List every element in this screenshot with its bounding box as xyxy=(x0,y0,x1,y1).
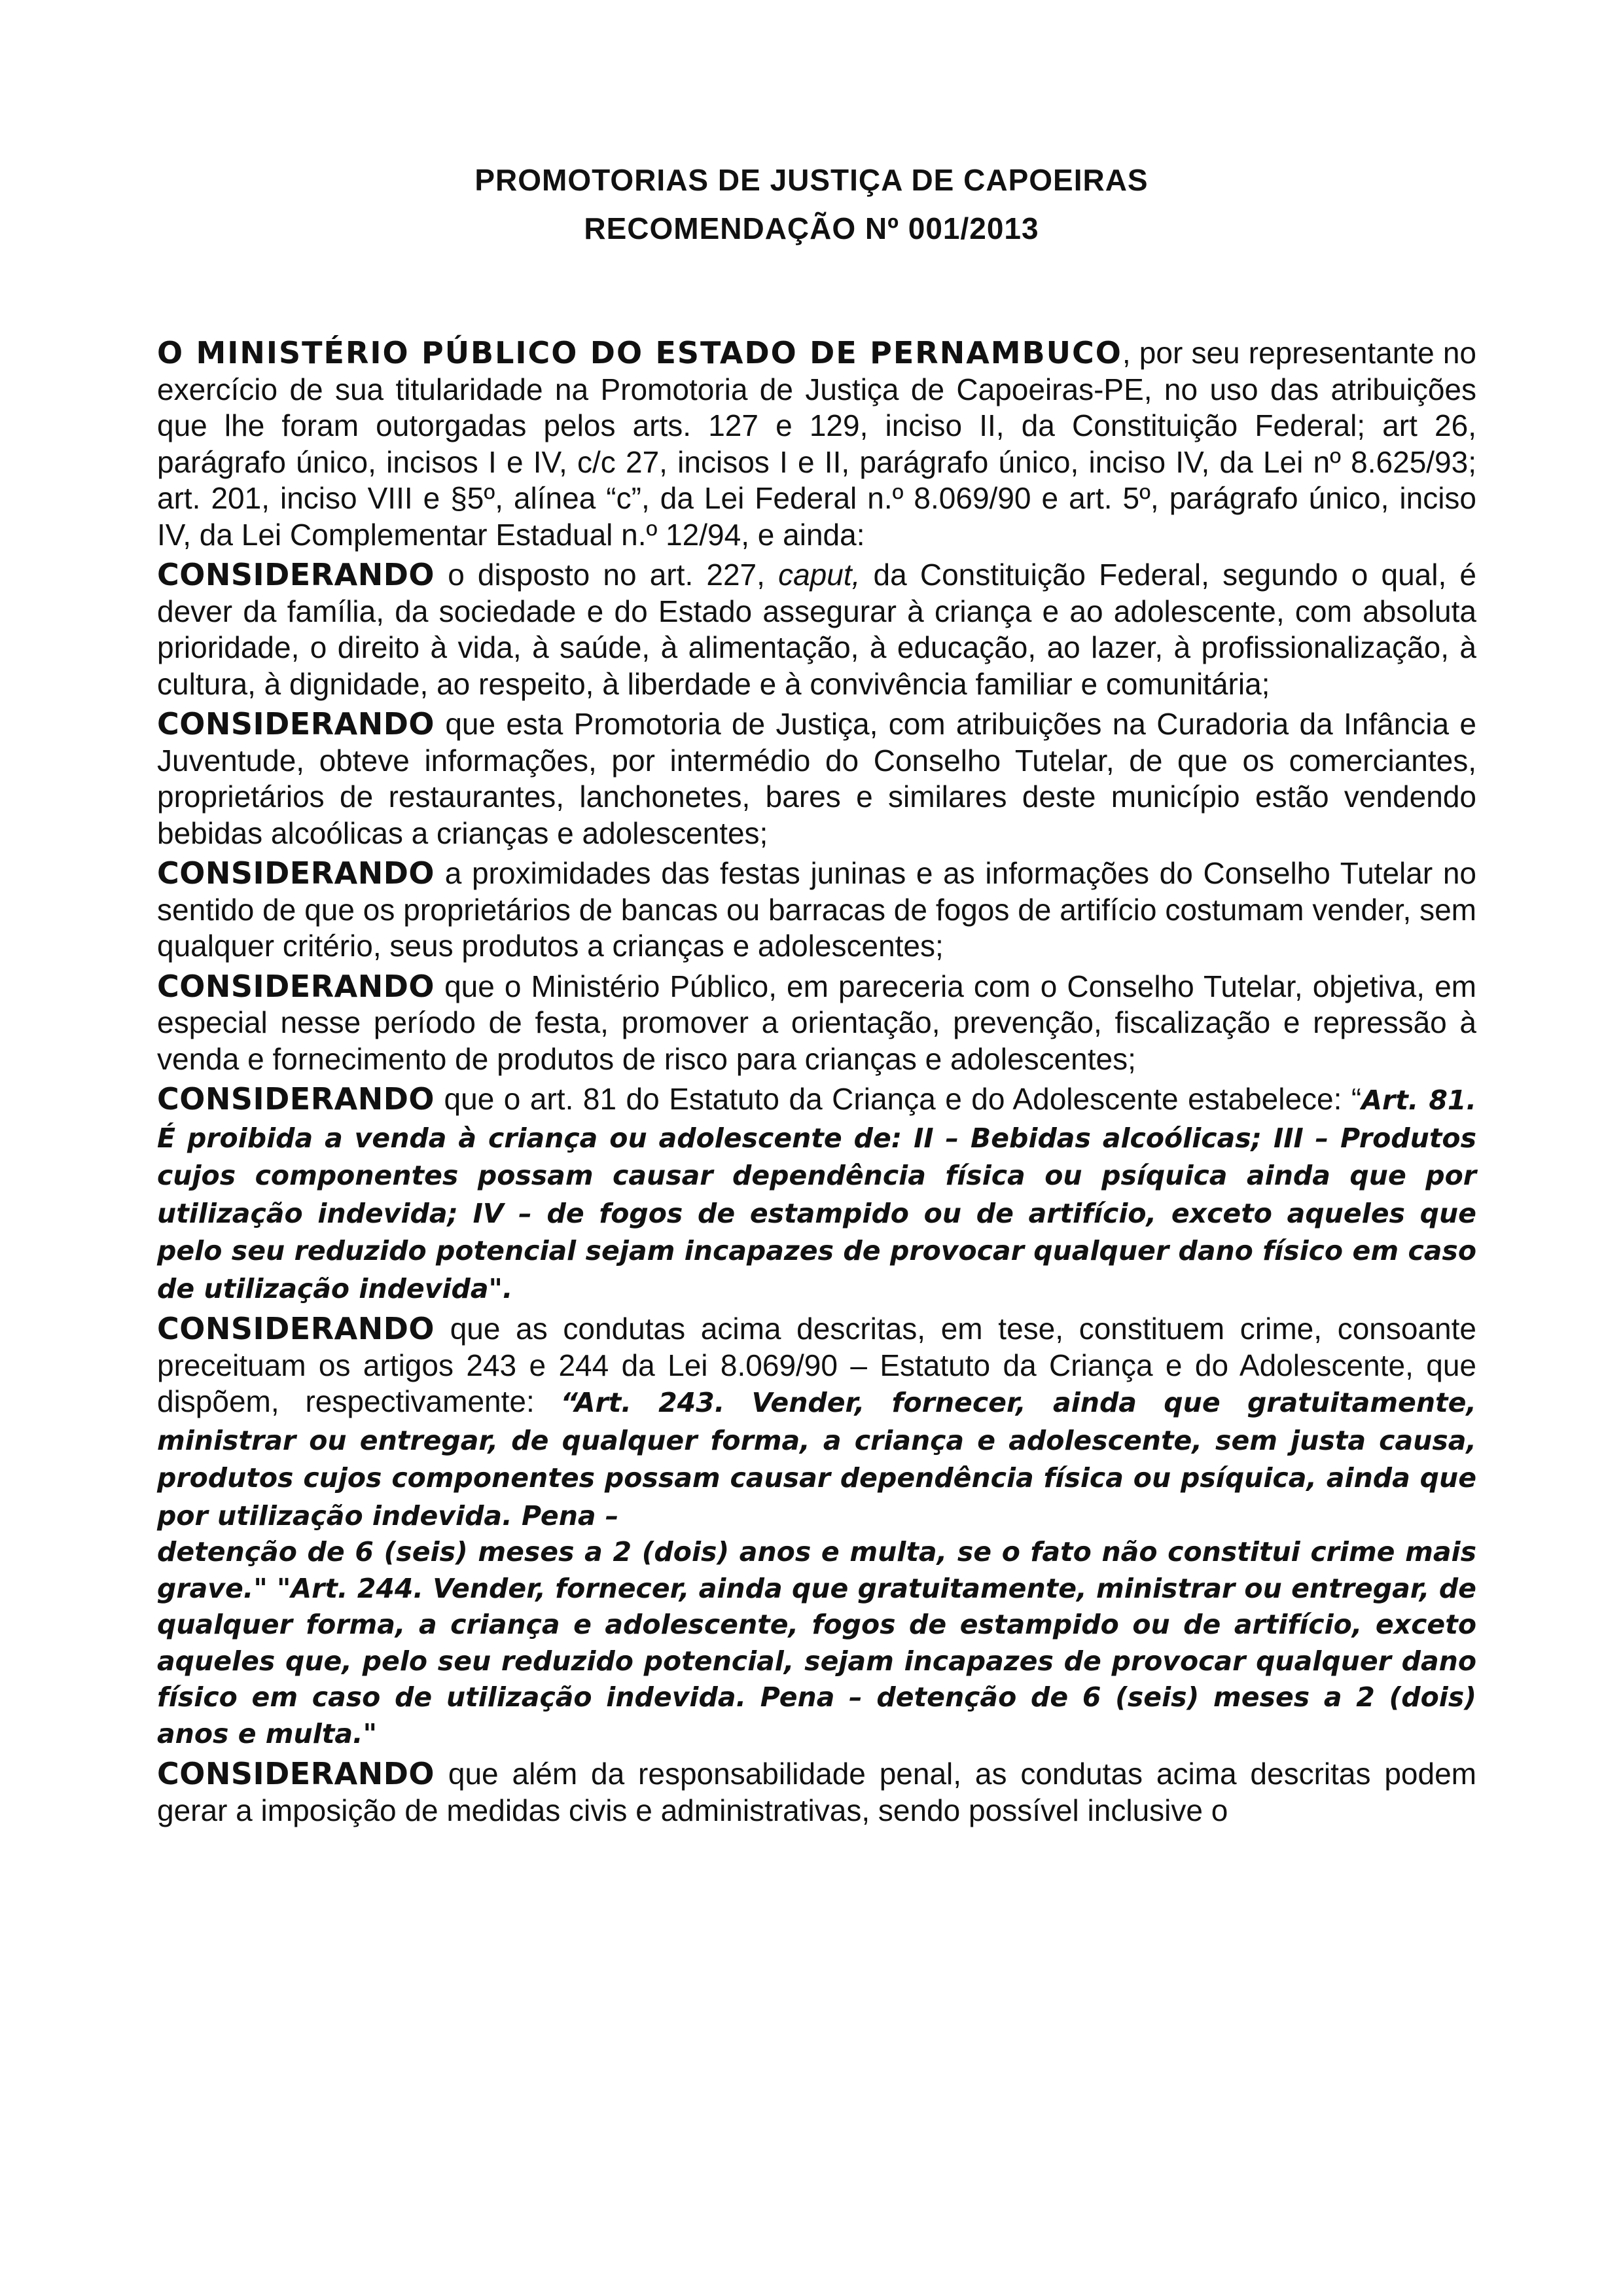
considerando-keyword: CONSIDERANDO xyxy=(157,855,435,891)
paragraph-text: o disposto no art. 227, xyxy=(435,558,779,592)
considerando-paragraph-6 xyxy=(157,1311,1476,1752)
considerando-paragraph-4 xyxy=(157,969,1476,1078)
document-body xyxy=(157,335,1476,1833)
quoted-law-text: detenção de 6 (seis) meses a 2 (dois) anos e multa, se o fato não constitui crime mais grave." "Art. 244. Vender, fornecer, ainda que gratuitamente, ministrar ou entregar, de qualquer forma, a criança e adolescente, fogos de estampido ou de artifício, exceto aqueles que, pelo seu reduzido potencial, sejam incapazes de provocar qualquer dano físico em caso de utilização indevida. Pena – detenção de 6 (seis) meses a 2 (dois) anos e multa." xyxy=(157,1536,1476,1749)
considerando-paragraph-3 xyxy=(157,855,1476,965)
paragraph-text: que o Ministério Público, em pareceria com o Conselho Tutelar, objetiva, em especial nesse período de festa, promover a orientação, prevenção, fiscalização e repressão à venda e fornecimento de produtos de risco para crianças e adolescentes; xyxy=(157,969,1476,1076)
paragraph-text: que o art. 81 do Estatuto da Criança e do Adolescente estabelece: “ xyxy=(435,1082,1362,1116)
considerando-paragraph-5 xyxy=(157,1081,1476,1307)
intro-paragraph xyxy=(157,335,1476,553)
document-heading: PROMOTORIAS DE JUSTIÇA DE CAPOEIRAS xyxy=(474,163,1149,197)
paragraph-text: que esta Promotoria de Justiça, com atribuições na Curadoria da Infância e Juventude, obteve informações, por intermédio do Conselho Tutelar, de que os comerciantes, proprietários de restaurantes, lanchonetes, bares e similares deste município estão vendendo bebidas alcoólicas a crianças e adolescentes; xyxy=(157,707,1476,850)
intro-subject: O MINISTÉRIO PÚBLICO DO ESTADO DE PERNAMBUCO xyxy=(157,335,1122,370)
document-subheading: RECOMENDAÇÃO Nº 001/2013 xyxy=(584,211,1039,245)
considerando-paragraph-2 xyxy=(157,706,1476,852)
quoted-law-text: “Art. 243. Vender, fornecer, ainda que gratuitamente, ministrar ou entregar, de qualquer forma, a criança e adolescente, sem justa causa, produtos cujos componentes possam causar dependência física ou psíquica, ainda que por utilização indevida. Pena – xyxy=(157,1387,1476,1532)
considerando-keyword: CONSIDERANDO xyxy=(157,968,435,1004)
intro-text: , por seu representante no exercício de sua titularidade na Promotoria de Justiça de Capoeiras-PE, no uso das atribuições que lhe foram outorgadas pelos arts. 127 e 129, inciso II, da Constituição Federal; art 26, parágrafo único, incisos I e IV, c/c 27, incisos I e II, parágrafo único, inciso IV, da Lei nº 8.625/93; art. 201, inciso VIII e §5º, alínea “c”, da Lei Federal n.º 8.069/90 e art. 5º, parágrafo único, inciso IV, da Lei Complementar Estadual n.º 12/94, e ainda: xyxy=(157,336,1476,552)
considerando-paragraph-7 xyxy=(157,1756,1476,1829)
paragraph-text: da Constituição Federal, segundo o qual, é dever da família, da sociedade e do Estado assegurar à criança e ao adolescente, com absoluta prioridade, o direito à vida, à saúde, à alimentação, à educação, ao lazer, à profissionalização, à cultura, à dignidade, ao respeito, à liberdade e à convivência familiar e comunitária; xyxy=(157,558,1476,701)
paragraph-text: que além da responsabilidade penal, as condutas acima descritas podem gerar a imposição de medidas civis e administrativas, sendo possível inclusive o xyxy=(157,1757,1476,1827)
considerando-paragraph-1 xyxy=(157,557,1476,702)
considerando-keyword: CONSIDERANDO xyxy=(157,706,435,742)
considerando-keyword: CONSIDERANDO xyxy=(157,557,435,592)
considerando-keyword: CONSIDERANDO xyxy=(157,1311,435,1346)
paragraph-text: que as condutas acima descritas, em tese, constituem crime, consoante preceituam os artigos 243 e 244 da Lei 8.069/90 – Estatuto da Criança e do Adolescente, que dispõem, respectivamente: xyxy=(157,1312,1476,1418)
considerando-keyword: CONSIDERANDO xyxy=(157,1756,435,1791)
quoted-law-text: Art. 81. É proibida a venda à criança ou adolescente de: II – Bebidas alcoólicas; III – Produtos cujos componentes possam causar dependência física ou psíquica ainda que por utilização indevida; IV – de fogos de estampido ou de artifício, exceto aqueles que pelo seu reduzido potencial sejam incapazes de provocar qualquer dano físico em caso de utilização indevida". xyxy=(157,1085,1477,1304)
considerando-keyword: CONSIDERANDO xyxy=(157,1081,435,1117)
paragraph-italic-text: caput, xyxy=(778,558,861,592)
paragraph-text: a proximidades das festas juninas e as informações do Conselho Tutelar no sentido de que os proprietários de bancas ou barracas de fogos de artifício costumam vender, sem qualquer critério, seus produtos a crianças e adolescentes; xyxy=(157,856,1476,963)
